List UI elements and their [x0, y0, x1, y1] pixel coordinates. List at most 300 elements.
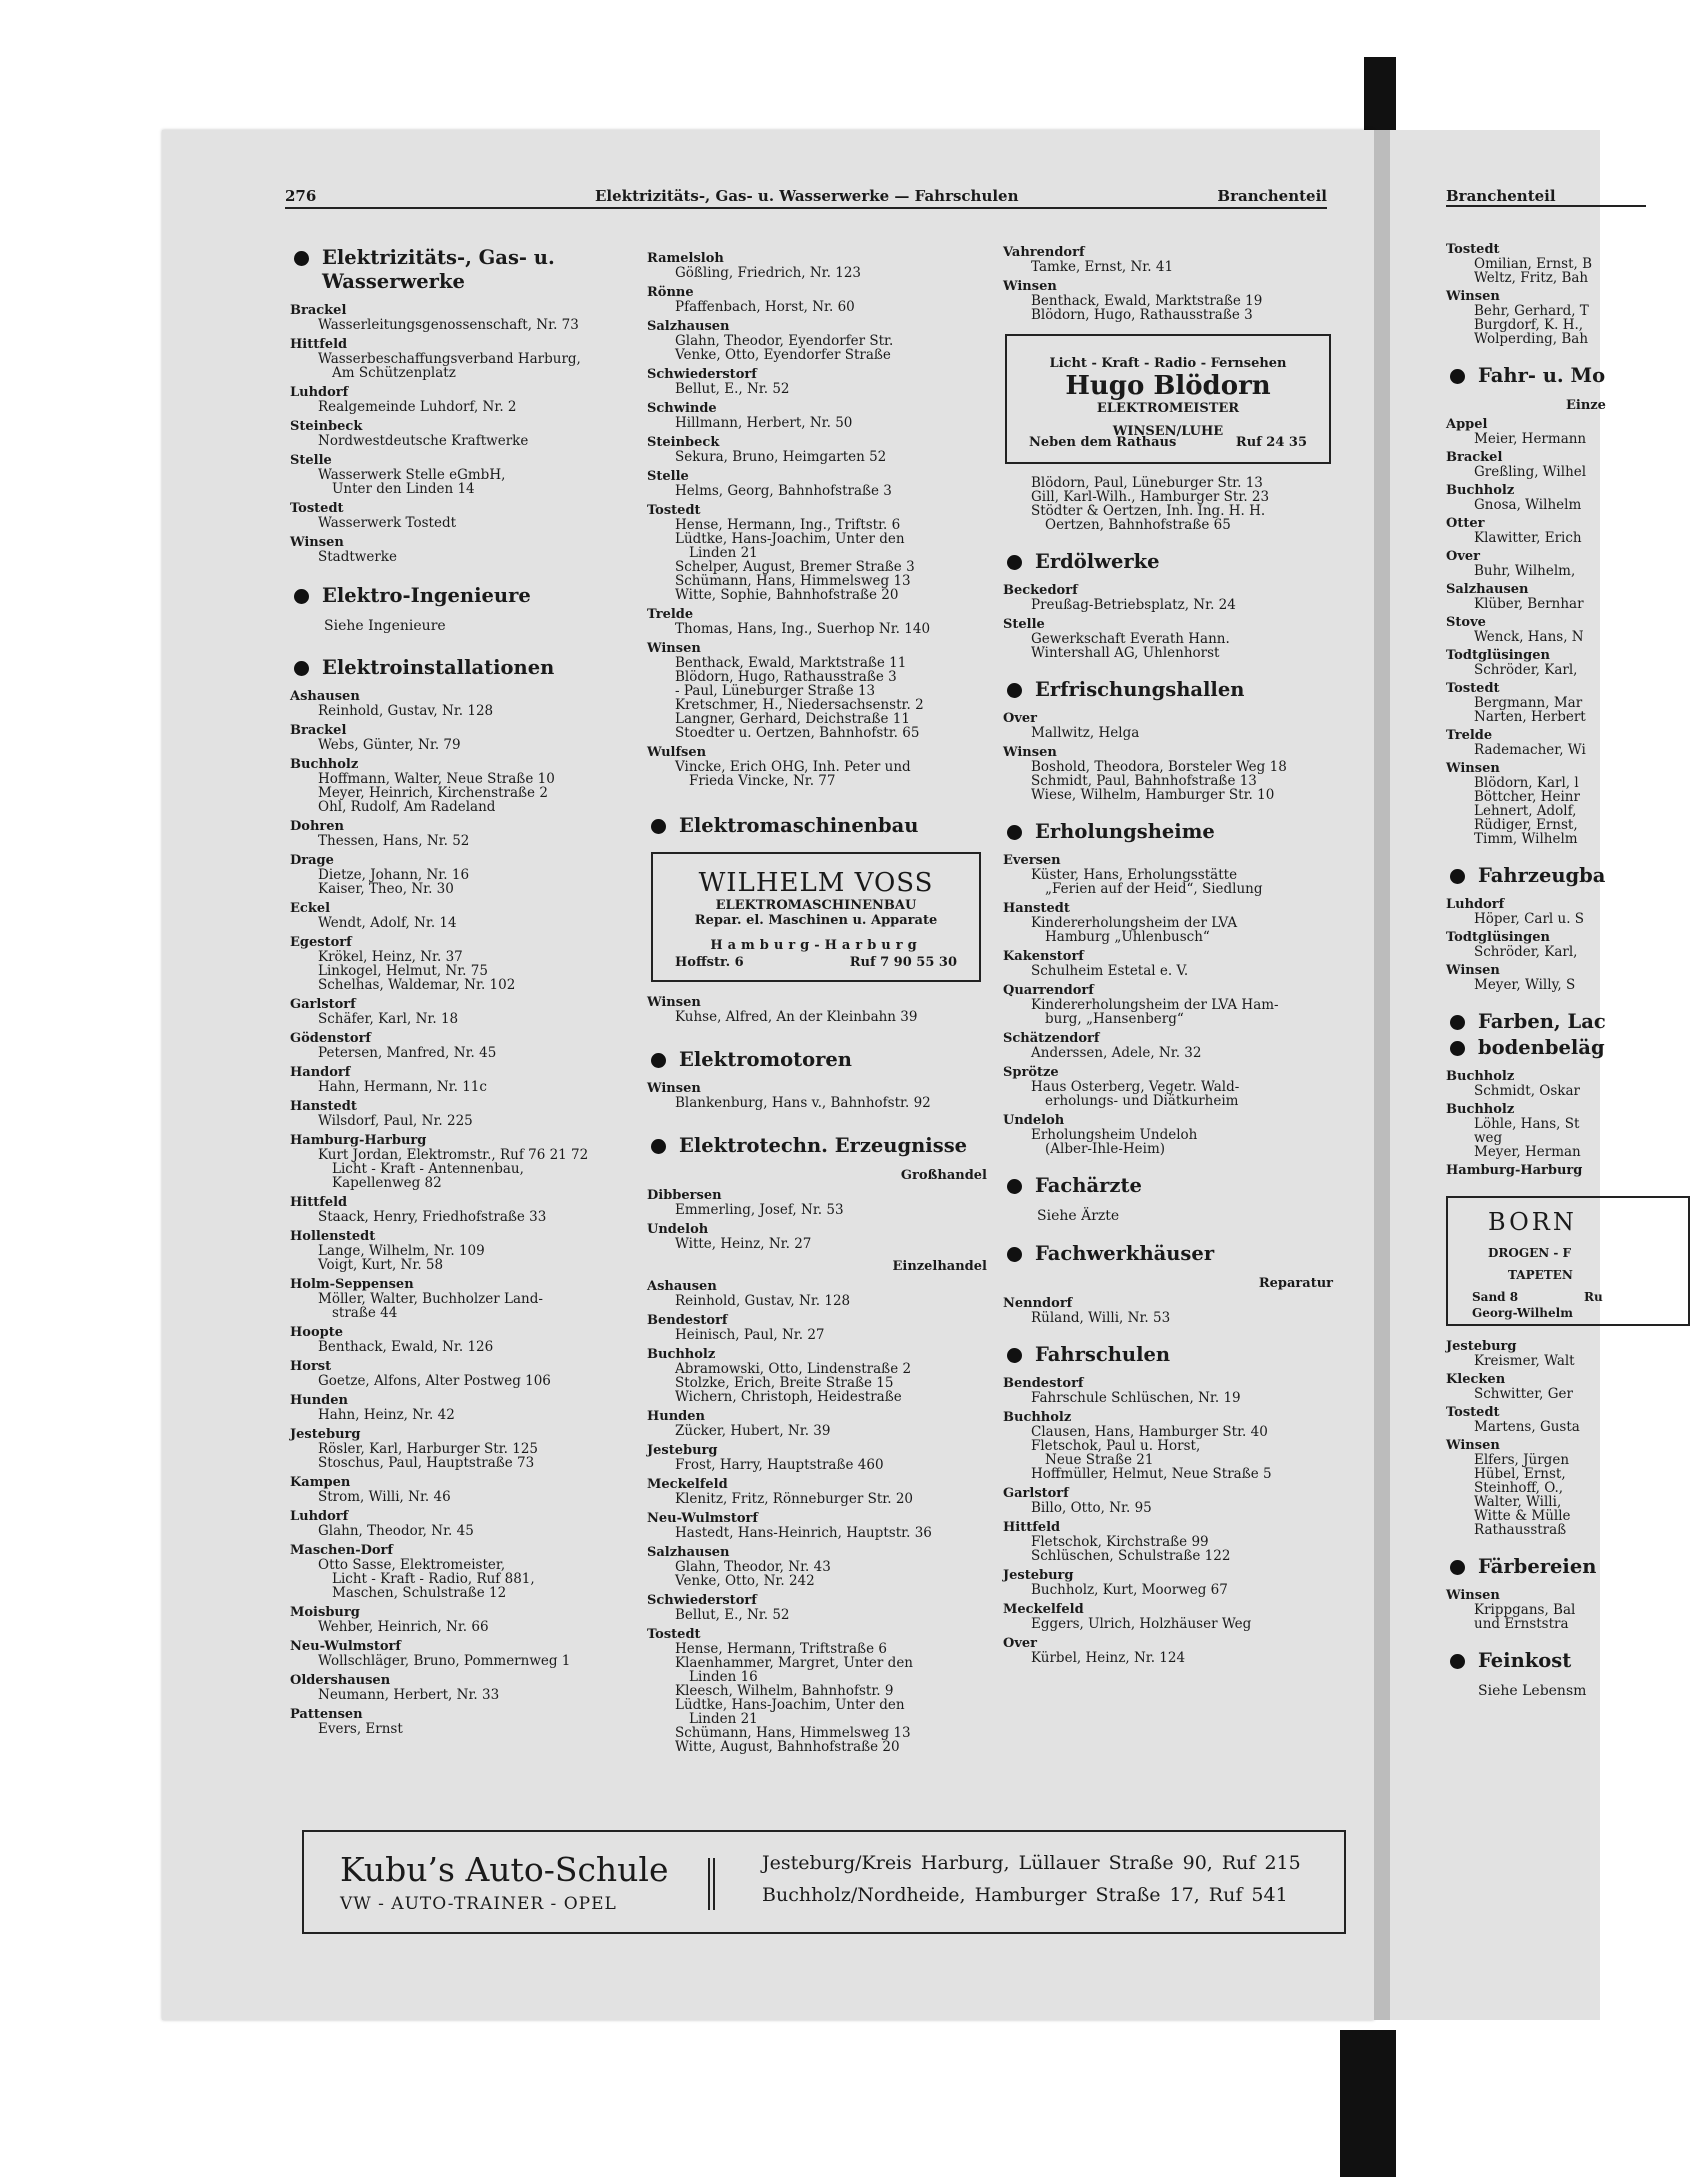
entry-line: Gewerkschaft Everath Hann.: [1031, 631, 1230, 647]
listing-entry: [647, 1492, 987, 1506]
listing-entry: [1003, 1391, 1333, 1405]
entry-line: Langner, Gerhard, Deichstraße 11: [675, 711, 910, 727]
listing-entry: [1003, 1535, 1333, 1563]
entry-line: Pfaffenbach, Horst, Nr. 60: [675, 299, 855, 315]
entry-line: Linden 21: [689, 1711, 758, 1727]
town-name: Bendestorf: [1003, 1376, 1084, 1391]
listing-fachwerkhaeuser: [1003, 1297, 1333, 1325]
listing-entry: [290, 772, 630, 814]
entry-line: Schümann, Hans, Himmelsweg 13: [675, 1725, 911, 1741]
entry-line: erholungs- und Diätkurheim: [1045, 1093, 1239, 1109]
town-name: Eversen: [1003, 853, 1061, 868]
entry-line: Schelper, August, Bremer Straße 3: [675, 559, 915, 575]
listing-entry: [1003, 632, 1333, 660]
entry-line: Am Schützenplatz: [332, 365, 456, 381]
entry-line: Krökel, Heinz, Nr. 37: [318, 949, 463, 965]
page-header: [285, 187, 1327, 209]
entry-line: Wendt, Adolf, Nr. 14: [318, 915, 457, 931]
entry-line: Voigt, Kurt, Nr. 58: [318, 1257, 444, 1273]
listing-entry: [647, 1362, 987, 1404]
town-name: Stove: [1446, 615, 1486, 630]
listing-entry: [1003, 916, 1333, 944]
entry-line: burg, „Hansenberg“: [1045, 1011, 1184, 1027]
entry-line: Linden 21: [689, 545, 758, 561]
entry-line: Hense, Hermann, Ing., Triftstr. 6: [675, 517, 901, 533]
entry-line: Stoschus, Paul, Hauptstraße 73: [318, 1455, 535, 1471]
listing-entry: Martens, Gusta: [1474, 1419, 1580, 1435]
ad-born-l3: Georg-Wilhelm: [1472, 1306, 1573, 1320]
town-name: Pattensen: [290, 1707, 363, 1722]
subheading: Einze: [1566, 398, 1606, 413]
ad-bloedorn-line-2: ELEKTROMEISTER: [1096, 401, 1240, 416]
listing-fahrschulen: [1003, 1377, 1333, 1665]
entry-line: Kuhse, Alfred, An der Kleinbahn 39: [675, 1009, 918, 1025]
listing-entry: [290, 834, 630, 848]
entry-line: Licht - Kraft - Radio, Ruf 881,: [332, 1571, 535, 1587]
entry-line: Realgemeinde Luhdorf, Nr. 2: [318, 399, 517, 415]
listing-entry: Klawitter, Erich: [1474, 530, 1582, 546]
ad-born: [1446, 1196, 1690, 1326]
town-name: Schwinde: [647, 401, 717, 416]
entry-line: Benthack, Ewald, Nr. 126: [318, 1339, 494, 1355]
entry-line: Blödorn, Hugo, Rathausstraße 3: [675, 669, 897, 685]
ad-born-l1: DROGEN - F: [1488, 1246, 1572, 1260]
town-name: Winsen: [290, 535, 344, 550]
see-also-note: Siehe Ingenieure: [324, 618, 446, 634]
listing-entry: [290, 550, 630, 564]
entry-line: Hahn, Heinz, Nr. 42: [318, 1407, 455, 1423]
entry-line: Helms, Georg, Bahnhofstraße 3: [675, 483, 892, 499]
ad-voss-phone: Ruf 7 90 55 30: [849, 955, 957, 970]
right-page-header: Branchenteil: [1446, 187, 1646, 207]
town-name: Jesteburg: [647, 1443, 718, 1458]
ad-hugo-bloedorn: [1005, 334, 1331, 464]
listing-entry: [647, 484, 987, 498]
ad-wilhelm-voss: [651, 852, 981, 982]
listing-entry: [290, 1012, 630, 1026]
binding-bar-top: [1364, 57, 1396, 137]
column-2: [647, 246, 987, 1754]
town-name: Winsen: [1446, 1588, 1500, 1603]
entry-line: Fahrschule Schlüschen, Nr. 19: [1031, 1390, 1241, 1406]
right-page: [1390, 130, 1606, 2020]
town-name: Jesteburg: [1003, 1568, 1074, 1583]
entry-line: Glahn, Theodor, Nr. 45: [318, 1523, 474, 1539]
town-name: Appel: [1446, 417, 1488, 432]
listing-entry: Schröder, Karl,: [1474, 944, 1578, 960]
town-name: Quarrendorf: [1003, 983, 1094, 998]
entry-line: Erholungsheim Undeloh: [1031, 1127, 1198, 1143]
running-title: Elektrizitäts-, Gas- u. Wasserwerke — Fahrschulen: [595, 187, 1019, 205]
town-name: Holm-Seppensen: [290, 1277, 414, 1292]
kubu-divider-2: [713, 1858, 715, 1910]
ad-bloedorn-name: Hugo Blödorn: [1065, 371, 1271, 401]
entry-line: Gößling, Friedrich, Nr. 123: [675, 265, 861, 281]
town-name: Hollenstedt: [290, 1229, 376, 1244]
town-name: Steinbeck: [290, 419, 363, 434]
listing-entry: [1003, 1311, 1333, 1325]
listing-entry: Klüber, Bernhar: [1474, 596, 1584, 612]
entry-line: Emmerling, Josef, Nr. 53: [675, 1202, 844, 1218]
entry-line: Blankenburg, Hans v., Bahnhofstr. 92: [675, 1095, 931, 1111]
listing-entry: [290, 1558, 630, 1600]
listing-entry: [290, 916, 630, 930]
listing-entry: Krippgans, Bal: [1474, 1602, 1576, 1618]
entry-line: Wasserwerk Stelle eGmbH,: [318, 467, 506, 483]
listing-entry: [1003, 1425, 1333, 1481]
kubu-divider: [708, 1858, 710, 1910]
town-name: Salzhausen: [647, 1545, 730, 1560]
town-name: Undeloh: [647, 1222, 709, 1237]
entry-line: Stadtwerke: [318, 549, 397, 565]
town-name: Winsen: [647, 641, 701, 656]
entry-line: Heinisch, Paul, Nr. 27: [675, 1327, 825, 1343]
entry-line: Schümann, Hans, Himmelsweg 13: [675, 573, 911, 589]
town-name: Winsen: [647, 1081, 701, 1096]
town-name: Hunden: [290, 1393, 348, 1408]
entry-line: Stolzke, Erich, Breite Straße 15: [675, 1375, 894, 1391]
listing-entry: [1003, 1046, 1333, 1060]
listing-entry: [647, 416, 987, 430]
entry-line: Schelhas, Waldemar, Nr. 102: [318, 977, 516, 993]
subheading-einzelhandel: Einzelhandel: [892, 1259, 987, 1274]
entry-line: Tamke, Ernst, Nr. 41: [1031, 259, 1174, 275]
ad-bloedorn-phone: Ruf 24 35: [1235, 435, 1307, 450]
town-name: Buchholz: [290, 757, 359, 772]
listing-entry: Omilian, Ernst, B: [1474, 256, 1593, 272]
town-name: Brackel: [290, 723, 347, 738]
town-name: Tostedt: [647, 503, 701, 518]
entry-line: Neue Straße 21: [1045, 1452, 1154, 1468]
entry-line: Schlüschen, Schulstraße 122: [1031, 1548, 1231, 1564]
entry-line: Glahn, Theodor, Nr. 43: [675, 1559, 831, 1575]
entry-line: Eggers, Ulrich, Holzhäuser Weg: [1031, 1616, 1252, 1632]
town-name: Tostedt: [1446, 1405, 1500, 1420]
entry-line: Wintershall AG, Uhlenhorst: [1031, 645, 1220, 661]
entry-line: (Alber-Ihle-Heim): [1045, 1141, 1166, 1157]
entry-line: Frieda Vincke, Nr. 77: [689, 773, 836, 789]
town-name: Klecken: [1446, 1372, 1506, 1387]
listing-entry: [290, 468, 630, 496]
heading-erholungsheime: Erholungsheime: [1003, 820, 1333, 844]
ad-bloedorn-line-1: Licht - Kraft - Radio - Fernsehen: [1049, 356, 1287, 371]
town-name: Ashausen: [290, 689, 360, 704]
entry-line: Preußag-Betriebsplatz, Nr. 24: [1031, 597, 1236, 613]
town-name: Steinbeck: [647, 435, 720, 450]
entry-line: Evers, Ernst: [318, 1721, 403, 1737]
entry-line: Petersen, Manfred, Nr. 45: [318, 1045, 497, 1061]
listing-entry: [290, 950, 630, 992]
heading-fachwerkhaeuser: Fachwerkhäuser: [1003, 1242, 1333, 1266]
entry-line: Fletschok, Paul u. Horst,: [1031, 1438, 1201, 1454]
town-name: Winsen: [1446, 289, 1500, 304]
entry-line: Witte, Heinz, Nr. 27: [675, 1236, 812, 1252]
see-also-note-aerzte: Siehe Ärzte: [1037, 1208, 1120, 1224]
town-name: Winsen: [647, 995, 701, 1010]
listing-entry: [290, 1340, 630, 1354]
listing-entry: [647, 1424, 987, 1438]
right-page-column: [1446, 238, 1666, 1713]
town-name: Over: [1446, 549, 1480, 564]
listing-elektroinstallationen: [290, 690, 630, 1736]
subheading-reparatur: Reparatur: [1258, 1276, 1333, 1291]
listing-entry: [647, 382, 987, 396]
section-heading-cont: bodenbeläg: [1446, 1036, 1666, 1060]
listing-entry: [1003, 598, 1333, 612]
listing-entry: [290, 1114, 630, 1128]
entry-line: Wehber, Heinrich, Nr. 66: [318, 1619, 489, 1635]
town-name: Winsen: [1446, 963, 1500, 978]
listing-entry: [647, 1560, 987, 1588]
listing-entry: [1003, 868, 1333, 896]
entry-line: Sekura, Bruno, Heimgarten 52: [675, 449, 887, 465]
listing-entry: [1003, 1651, 1333, 1665]
heading-line-2: Wasserwerke: [322, 270, 465, 293]
listing-entry: [290, 1408, 630, 1422]
listing-entry: [647, 1608, 987, 1622]
town-name: Bendestorf: [647, 1313, 728, 1328]
entry-line: Schäfer, Karl, Nr. 18: [318, 1011, 459, 1027]
town-name: Winsen: [1003, 279, 1057, 294]
town-name: Hittfeld: [290, 337, 348, 352]
entry-line: Billo, Otto, Nr. 95: [1031, 1500, 1152, 1516]
town-name: Hittfeld: [1003, 1520, 1061, 1535]
town-name: Vahrendorf: [1003, 245, 1085, 260]
entry-line: Wasserwerk Tostedt: [318, 515, 457, 531]
town-name: Winsen: [1003, 745, 1057, 760]
entry-line: Benthack, Ewald, Marktstraße 19: [1031, 293, 1263, 309]
listing-entry: [647, 300, 987, 314]
town-name: Beckedorf: [1003, 583, 1078, 598]
listing-elektroinstallationen-cont: [647, 252, 987, 788]
town-name: Trelde: [647, 607, 694, 622]
entry-line: Buchholz, Kurt, Moorweg 67: [1031, 1582, 1228, 1598]
listing-entry: [290, 1210, 630, 1224]
heading-elektro-ingenieure: Elektro-Ingenieure: [290, 584, 630, 608]
listing-entry: Rüdiger, Ernst,: [1474, 817, 1578, 833]
town-name: Gödenstorf: [290, 1031, 372, 1046]
town-name: Sprötze: [1003, 1065, 1059, 1080]
listing-entry: [290, 1442, 630, 1470]
entry-line: Fletschok, Kirchstraße 99: [1031, 1534, 1209, 1550]
listing-entry: [290, 318, 630, 332]
town-name: Brackel: [1446, 450, 1503, 465]
entry-line: Strom, Willi, Nr. 46: [318, 1489, 451, 1505]
listing-entry: [647, 1328, 987, 1342]
listing-entry: [1003, 1080, 1333, 1108]
listing-erfrischungshallen: [1003, 712, 1333, 802]
listing-entry: [290, 704, 630, 718]
listing-entry: Schmidt, Oskar: [1474, 1083, 1580, 1099]
entry-line: Dietze, Johann, Nr. 16: [318, 867, 470, 883]
entry-line: Gill, Karl-Wilh., Hamburger Str. 23: [1031, 489, 1270, 505]
entry-line: Wollschläger, Bruno, Pommernweg 1: [318, 1653, 571, 1669]
town-name: Oldershausen: [290, 1673, 391, 1688]
listing-entry: [647, 266, 987, 280]
town-name: Kakenstorf: [1003, 949, 1084, 964]
section-heading: Fahrzeugba: [1446, 864, 1666, 888]
listing-entry: [290, 868, 630, 896]
listing-entry: Blödorn, Karl, l: [1474, 775, 1579, 791]
town-name: Schwiederstorf: [647, 367, 757, 382]
listing-entry: [290, 1654, 630, 1668]
entry-line: Maschen, Schulstraße 12: [332, 1585, 507, 1601]
ad-born-l2: TAPETEN: [1508, 1268, 1573, 1282]
entry-line: Glahn, Theodor, Eyendorfer Str.: [675, 333, 894, 349]
listing-entry: [1003, 476, 1333, 532]
entry-line: Bellut, E., Nr. 52: [675, 381, 790, 397]
listing-entry: [290, 1080, 630, 1094]
entry-line: Blödorn, Paul, Lüneburger Str. 13: [1031, 475, 1263, 491]
listing-entry: Weltz, Fritz, Bah: [1474, 270, 1589, 286]
listing-entry: Rademacher, Wi: [1474, 742, 1586, 758]
entry-line: Wiese, Wilhelm, Hamburger Str. 10: [1031, 787, 1275, 803]
town-name: Drage: [290, 853, 334, 868]
entry-line: Kretschmer, H., Niedersachsenstr. 2: [675, 697, 924, 713]
entry-line: Linden 16: [689, 1669, 758, 1685]
listing-entry: [647, 622, 987, 636]
listing-entry: Hübel, Ernst,: [1474, 1466, 1566, 1482]
ad-born-street: Sand 8: [1472, 1290, 1519, 1304]
town-name: Luhdorf: [290, 1509, 349, 1524]
listing-elektrotechn-cont: [1003, 246, 1333, 322]
listing-entry: [647, 518, 987, 602]
listing-entry: Bergmann, Mar: [1474, 695, 1583, 711]
ad-voss-name: WILHELM VOSS: [698, 868, 934, 898]
listing-entry: Wenck, Hans, N: [1474, 629, 1584, 645]
kubu-address-2: Buchholz/Nordheide, Hamburger Straße 17, Ruf 541: [762, 1884, 1288, 1906]
town-name: Schätzendorf: [1003, 1031, 1100, 1046]
town-name: Handorf: [290, 1065, 351, 1080]
entry-line: Venke, Otto, Nr. 242: [675, 1573, 815, 1589]
entry-line: Rüland, Willi, Nr. 53: [1031, 1310, 1171, 1326]
ad-voss-city: Hamburg-Harburg: [710, 938, 922, 953]
listing-entry: [1003, 260, 1333, 274]
listing-entry: [1003, 1617, 1333, 1631]
listing-entry: [647, 334, 987, 362]
town-name: Brackel: [290, 303, 347, 318]
entry-line: Frost, Harry, Hauptstraße 460: [675, 1457, 884, 1473]
listing-entry: [1003, 1501, 1333, 1515]
listing-entry: [647, 1096, 987, 1110]
town-name: Hamburg-Harburg: [290, 1133, 427, 1148]
entry-line: Wasserleitungsgenossenschaft, Nr. 73: [318, 317, 579, 333]
listing-entry: [1003, 726, 1333, 740]
heading-fachaerzte: Fachärzte: [1003, 1174, 1333, 1198]
listing-entry: [647, 450, 987, 464]
town-name: Garlstorf: [1003, 1486, 1069, 1501]
town-name: Hanstedt: [290, 1099, 357, 1114]
entry-line: Kindererholungsheim der LVA Ham-: [1031, 997, 1279, 1013]
entry-line: Hastedt, Hans-Heinrich, Hauptstr. 36: [675, 1525, 932, 1541]
entry-line: Kurt Jordan, Elektromstr., Ruf 76 21 72: [318, 1147, 589, 1163]
town-name: Hoopte: [290, 1325, 343, 1340]
entry-line: „Ferien auf der Heid“, Siedlung: [1045, 881, 1263, 897]
listing-entry: Schwitter, Ger: [1474, 1386, 1573, 1402]
listing-entry: [1003, 1128, 1333, 1156]
listing-entry: [647, 1458, 987, 1472]
entry-line: Abramowski, Otto, Lindenstraße 2: [675, 1361, 912, 1377]
town-name: Stelle: [1003, 617, 1045, 632]
town-name: Buchholz: [1446, 1102, 1515, 1117]
town-name: Stelle: [647, 469, 689, 484]
entry-line: Lange, Wilhelm, Nr. 109: [318, 1243, 485, 1259]
entry-line: Unter den Linden 14: [332, 481, 475, 497]
entry-line: Kaiser, Theo, Nr. 30: [318, 881, 454, 897]
entry-line: Hamburg „Uhlenbusch“: [1045, 929, 1210, 945]
entry-line: Haus Osterberg, Vegetr. Wald-: [1031, 1079, 1240, 1095]
ad-bloedorn-address: Neben dem Rathaus: [1029, 435, 1177, 450]
entry-line: Stoedter u. Oertzen, Bahnhofstr. 65: [675, 725, 920, 741]
listing-entry: [647, 1010, 987, 1024]
town-name: Winsen: [1446, 761, 1500, 776]
entry-line: Neumann, Herbert, Nr. 33: [318, 1687, 500, 1703]
kubu-subtitle: VW - AUTO-TRAINER - OPEL: [340, 1894, 617, 1914]
town-name: Salzhausen: [1446, 582, 1529, 597]
town-name: Eckel: [290, 901, 331, 916]
heading-line-1: Elektrizitäts-, Gas- u.: [322, 246, 555, 269]
heading-elektroinstallationen: Elektroinstallationen: [290, 656, 630, 680]
entry-line: Wichern, Christoph, Heidestraße: [675, 1389, 902, 1405]
town-name: Nenndorf: [1003, 1296, 1073, 1311]
listing-entry: Lehnert, Adolf,: [1474, 803, 1577, 819]
subheading-grosshandel: Großhandel: [900, 1168, 987, 1183]
town-name: Wulfsen: [647, 745, 707, 760]
listing-entry: Meyer, Willy, S: [1474, 977, 1576, 993]
column-3: [1003, 246, 1333, 1665]
town-name: Ashausen: [647, 1279, 717, 1294]
heading-elektrizitaetswerke: [290, 246, 630, 294]
listing-entry: [290, 1374, 630, 1388]
listing-entry: und Ernststra: [1474, 1616, 1569, 1632]
listing-elektrizitaetswerke: [290, 304, 630, 564]
listing-entry: [290, 1244, 630, 1272]
entry-line: Klaenhammer, Margret, Unter den: [675, 1655, 913, 1671]
town-name: Jesteburg: [1446, 1339, 1517, 1354]
entry-line: Webs, Günter, Nr. 79: [318, 737, 461, 753]
listing-entry: [290, 1148, 630, 1190]
listing-entry: Böttcher, Heinr: [1474, 789, 1580, 805]
listing-entry: Elfers, Jürgen: [1474, 1452, 1570, 1468]
listing-entry: [290, 1524, 630, 1538]
listing-entry: [1003, 760, 1333, 802]
listing-entry: [647, 1526, 987, 1540]
entry-line: Blödorn, Hugo, Rathausstraße 3: [1031, 307, 1253, 323]
section-heading: Fahr- u. Mo: [1446, 364, 1666, 388]
listing-entry: Gnosa, Wilhelm: [1474, 497, 1582, 513]
listing-entry: Greßling, Wilhel: [1474, 464, 1587, 480]
town-name: Hunden: [647, 1409, 705, 1424]
entry-line: Bellut, E., Nr. 52: [675, 1607, 790, 1623]
kubu-address-1: Jesteburg/Kreis Harburg, Lüllauer Straße 90, Ruf 215: [762, 1852, 1301, 1874]
town-name: Kampen: [290, 1475, 351, 1490]
listing-entry: [290, 434, 630, 448]
entry-line: straße 44: [332, 1305, 398, 1321]
listing-erholungsheime: [1003, 854, 1333, 1156]
entry-line: Kürbel, Heinz, Nr. 124: [1031, 1650, 1186, 1666]
entry-line: Möller, Walter, Buchholzer Land-: [318, 1291, 543, 1307]
entry-line: Goetze, Alfons, Alter Postweg 106: [318, 1373, 551, 1389]
heading-erdoelwerke: Erdölwerke: [1003, 550, 1333, 574]
entry-line: Oertzen, Bahnhofstraße 65: [1045, 517, 1231, 533]
listing-entry: [290, 400, 630, 414]
town-name: Tostedt: [1446, 242, 1500, 257]
listing-elektromaschinenbau: [647, 996, 987, 1024]
listing-entry: [290, 516, 630, 530]
entry-line: Zücker, Hubert, Nr. 39: [675, 1423, 831, 1439]
listing-grosshandel: [647, 1189, 987, 1251]
listing-entry: [1003, 998, 1333, 1026]
